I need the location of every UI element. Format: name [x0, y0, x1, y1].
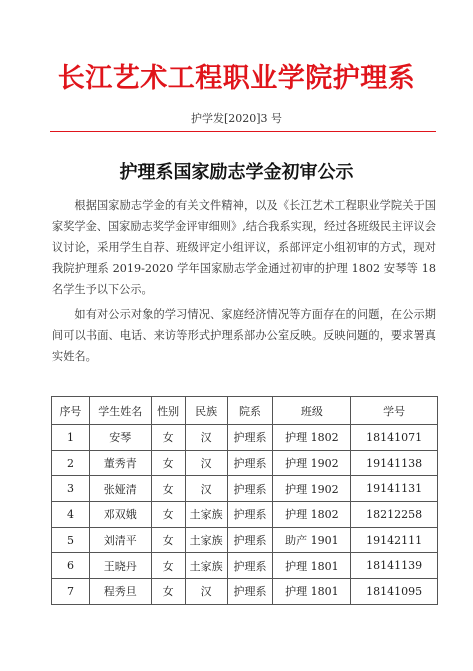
cell-ethnicity: 土家族 [185, 553, 227, 579]
notice-title: 护理系国家励志学金初审公示 [119, 162, 354, 183]
cell-class: 护理 1801 [273, 553, 351, 579]
cell-department: 护理系 [227, 425, 273, 451]
cell-class: 护理 1801 [273, 579, 351, 605]
cell-name: 安琴 [89, 425, 151, 451]
cell-gender: 女 [151, 553, 185, 579]
cell-index: 5 [52, 527, 90, 553]
cell-ethnicity: 汉 [185, 425, 227, 451]
cell-ethnicity: 土家族 [185, 527, 227, 553]
cell-gender: 女 [151, 476, 185, 502]
cell-name: 王晓丹 [89, 553, 151, 579]
cell-gender: 女 [151, 502, 185, 528]
cell-class: 护理 1902 [273, 450, 351, 476]
cell-student-id: 18141095 [351, 579, 438, 605]
cell-department: 护理系 [227, 476, 273, 502]
notice-body [52, 195, 436, 371]
header-divider [50, 131, 436, 132]
cell-name: 程秀旦 [89, 579, 151, 605]
cell-department: 护理系 [227, 553, 273, 579]
cell-class: 护理 1802 [273, 425, 351, 451]
cell-department: 护理系 [227, 450, 273, 476]
cell-name: 邓双娥 [89, 502, 151, 528]
notice-paragraph: 根据国家励志学金的有关文件精神，以及《长江艺术工程职业学院关于国家奖学金、国家励志奖学金评审细则》,结合我系实现，经过各班级民主评议会议讨论，采用学生自荐、班级评定小组评议，系部评定小组初审的方式，现对我院护理系 2019-2020 学年国家励志学金通过初审的护理 1802 安琴等 18 名学生予以下公示。 [52, 199, 436, 296]
cell-class: 助产 1901 [273, 527, 351, 553]
col-header-ethnicity: 民族 [185, 397, 227, 425]
cell-index: 6 [52, 553, 90, 579]
cell-index: 4 [52, 502, 90, 528]
cell-student-id: 19141138 [351, 450, 438, 476]
cell-department: 护理系 [227, 527, 273, 553]
cell-name: 刘清平 [89, 527, 151, 553]
cell-ethnicity: 土家族 [185, 502, 227, 528]
cell-student-id: 19141131 [351, 476, 438, 502]
cell-gender: 女 [151, 425, 185, 451]
cell-ethnicity: 汉 [185, 476, 227, 502]
cell-student-id: 18212258 [351, 502, 438, 528]
student-roster-table [51, 396, 438, 605]
document-number: 护学发[2020]3 号 [190, 112, 283, 125]
table-row [52, 527, 438, 553]
cell-class: 护理 1802 [273, 502, 351, 528]
col-header-class: 班级 [273, 397, 351, 425]
table-row [52, 450, 438, 476]
col-header-gender: 性别 [151, 397, 185, 425]
cell-gender: 女 [151, 450, 185, 476]
table-row [52, 553, 438, 579]
col-header-index: 序号 [52, 397, 90, 425]
cell-class: 护理 1902 [273, 476, 351, 502]
cell-department: 护理系 [227, 579, 273, 605]
cell-gender: 女 [151, 579, 185, 605]
cell-name: 董秀青 [89, 450, 151, 476]
col-header-name: 学生姓名 [89, 397, 151, 425]
cell-ethnicity: 汉 [185, 450, 227, 476]
cell-ethnicity: 汉 [185, 579, 227, 605]
cell-index: 1 [52, 425, 90, 451]
notice-paragraph: 如有对公示对象的学习情况、家庭经济情况等方面存在的问题，在公示期间可以书面、电话、来访等形式护理系部办公室反映。反映问题的，要求署真实姓名。 [52, 308, 436, 363]
cell-index: 2 [52, 450, 90, 476]
table-row [52, 425, 438, 451]
cell-index: 3 [52, 476, 90, 502]
table-row [52, 502, 438, 528]
cell-index: 7 [52, 579, 90, 605]
cell-student-id: 18141139 [351, 553, 438, 579]
table-header-row [52, 397, 438, 425]
cell-gender: 女 [151, 527, 185, 553]
cell-student-id: 18141071 [351, 425, 438, 451]
table-row [52, 476, 438, 502]
table-row [52, 579, 438, 605]
cell-student-id: 19142111 [351, 527, 438, 553]
institution-header: 长江艺术工程职业学院护理系 [57, 63, 416, 94]
col-header-department: 院系 [227, 397, 273, 425]
cell-name: 张娅清 [89, 476, 151, 502]
col-header-student-id: 学号 [351, 397, 438, 425]
cell-department: 护理系 [227, 502, 273, 528]
